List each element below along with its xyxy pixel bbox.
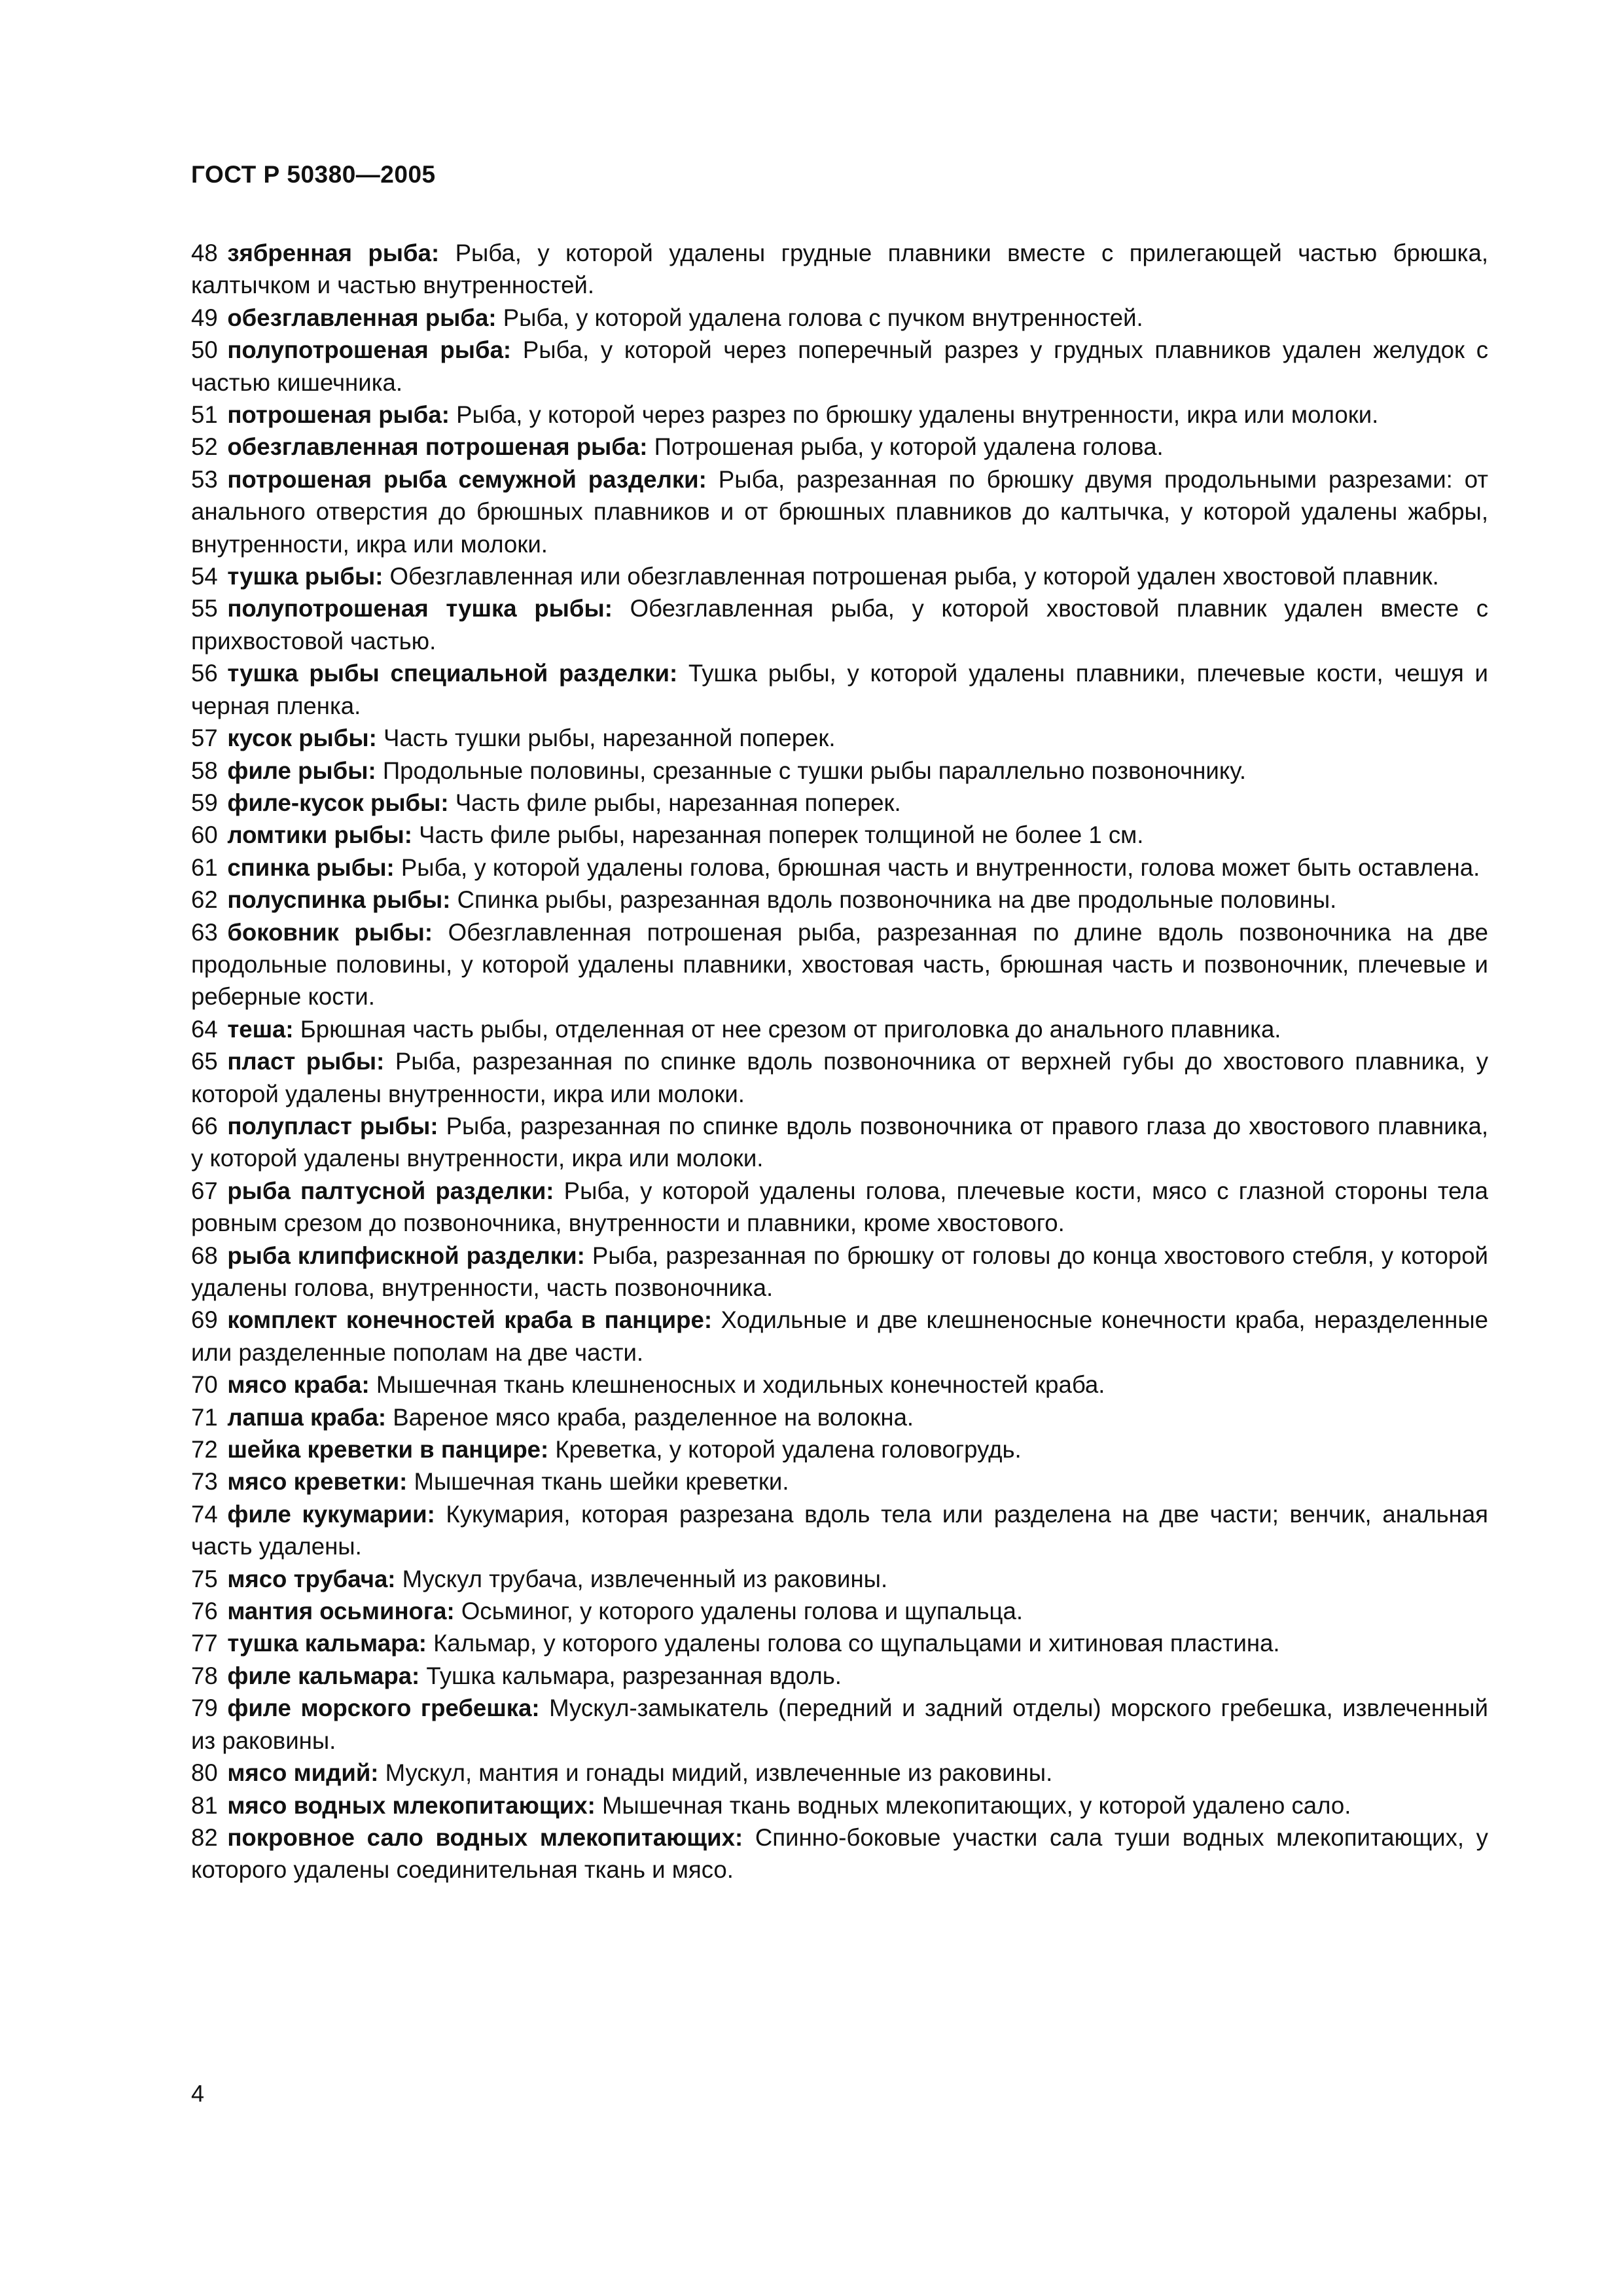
term-entry xyxy=(191,399,1488,431)
term-number: 72 xyxy=(191,1436,218,1463)
term-definition: Кальмар, у которого удалены голова со щупальцами и хитиновая пластина. xyxy=(433,1630,1280,1657)
term-definition: Рыба, у которой удалены голова, брюшная часть и внутренности, голова может быть оставлена. xyxy=(401,853,1480,881)
term-entry xyxy=(191,1465,1488,1498)
term-entry xyxy=(191,916,1488,1013)
term-name: филе кальмара: xyxy=(227,1662,420,1689)
term-entry xyxy=(191,334,1488,399)
term-name: потрошеная рыба: xyxy=(227,401,450,429)
term-number: 79 xyxy=(191,1695,218,1722)
term-definition: Спинно-боковые участки сала туши водных млекопитающих, у которого удалены соединительная ткань и мясо. xyxy=(191,1823,1488,1884)
term-name: мясо креветки: xyxy=(227,1468,408,1496)
term-definition: Рыба, разрезанная по брюшку от головы до конца хвостового стебля, у которой удалены голова, внутренности, часть позвоночника. xyxy=(191,1242,1488,1301)
term-entry xyxy=(191,1757,1488,1789)
term-entry xyxy=(191,1789,1488,1821)
term-definition: Рыба, у которой через поперечный разрез у грудных плавников удален желудок с частью кишечника. xyxy=(191,336,1488,396)
term-name: ломтики рыбы: xyxy=(227,821,412,849)
term-number: 60 xyxy=(191,821,218,849)
term-definition: Тушка кальмара, разрезанная вдоль. xyxy=(426,1662,842,1689)
term-number: 68 xyxy=(191,1242,218,1269)
term-entry xyxy=(191,560,1488,592)
term-number: 48 xyxy=(191,240,218,266)
term-entry xyxy=(191,1175,1488,1240)
term-name: лапша краба: xyxy=(227,1403,387,1431)
term-entry xyxy=(191,1240,1488,1304)
term-number: 54 xyxy=(191,563,218,590)
term-definition: Креветка, у которой удалена головогрудь. xyxy=(555,1436,1022,1463)
term-name: шейка креветки в панцире: xyxy=(227,1436,549,1463)
term-number: 65 xyxy=(191,1048,218,1075)
term-entry xyxy=(191,852,1488,884)
term-definition: Мускул-замыкатель (передний и задний отделы) морского гребешка, извлеченный из раковины. xyxy=(191,1695,1488,1754)
term-definition: Брюшная часть рыбы, отделенная от нее срезом от приголовка до анального плавника. xyxy=(300,1015,1281,1043)
term-entry xyxy=(191,237,1488,302)
term-definition: Мышечная ткань клешненосных и ходильных конечностей краба. xyxy=(376,1371,1105,1399)
term-name: потрошеная рыба семужной разделки: xyxy=(227,465,707,493)
term-number: 81 xyxy=(191,1791,218,1819)
term-definition: Рыба, у которой через разрез по брюшку удалены внутренности, икра или молоки. xyxy=(456,401,1379,429)
term-number: 71 xyxy=(191,1403,218,1431)
term-name: мясо трубача: xyxy=(227,1565,396,1592)
term-number: 63 xyxy=(191,918,218,946)
term-entry xyxy=(191,1110,1488,1175)
term-entry xyxy=(191,1401,1488,1433)
term-definition: Мускул трубача, извлеченный из раковины. xyxy=(402,1565,888,1592)
term-number: 49 xyxy=(191,304,218,331)
term-entry xyxy=(191,1433,1488,1465)
terms-list xyxy=(191,237,1488,1886)
term-entry xyxy=(191,1563,1488,1595)
term-entry xyxy=(191,463,1488,560)
term-name: полупотрошеная тушка рыбы: xyxy=(227,595,613,622)
term-definition: Осьминог, у которого удалены голова и щупальца. xyxy=(461,1598,1023,1625)
term-number: 75 xyxy=(191,1565,218,1592)
term-name: боковник рыбы: xyxy=(227,918,433,946)
term-definition: Рыба, разрезанная по спинке вдоль позвоночника от правого глаза до хвостового плавника, у которой удалены внутренности, икра или молоки. xyxy=(191,1112,1489,1172)
term-definition: Вареное мясо краба, разделенное на волокна. xyxy=(393,1403,914,1431)
term-name: мантия осьминога: xyxy=(227,1598,455,1625)
term-definition: Рыба, разрезанная по спинке вдоль позвоночника от верхней губы до хвостового плавника, у которой удалены внутренности, икра или молоки. xyxy=(191,1048,1488,1107)
term-name: теша: xyxy=(227,1015,294,1043)
term-definition: Мускул, мантия и гонады мидий, извлеченные из раковины. xyxy=(385,1759,1053,1787)
term-definition: Обезглавленная или обезглавленная потрошеная рыба, у которой удален хвостовой плавник. xyxy=(389,563,1439,590)
term-number: 76 xyxy=(191,1598,218,1625)
term-entry xyxy=(191,1045,1488,1110)
term-name: мясо мидий: xyxy=(227,1759,379,1787)
term-definition: Рыба, у которой удалены грудные плавники вместе с прилегающей частью брюшка, калтычком и частью внутренностей. xyxy=(191,240,1488,299)
term-entry xyxy=(191,431,1488,463)
term-name: филе рыбы: xyxy=(227,757,376,784)
term-number: 70 xyxy=(191,1371,218,1399)
term-name: кусок рыбы: xyxy=(227,725,377,752)
term-number: 73 xyxy=(191,1468,218,1496)
term-number: 64 xyxy=(191,1015,218,1043)
term-entry xyxy=(191,1498,1488,1563)
term-definition: Ходильные и две клешненосные конечности краба, неразделенные или разделенные пополам на две части. xyxy=(191,1306,1489,1366)
term-entry xyxy=(191,755,1488,787)
term-definition: Мышечная ткань водных млекопитающих, у которой удалено сало. xyxy=(601,1791,1351,1819)
term-definition: Спинка рыбы, разрезанная вдоль позвоночника на две продольные половины. xyxy=(457,886,1337,914)
term-number: 51 xyxy=(191,401,218,429)
term-entry xyxy=(191,1627,1488,1659)
term-name: тушка рыбы специальной разделки: xyxy=(227,660,678,687)
term-entry xyxy=(191,302,1488,334)
term-entry xyxy=(191,1013,1488,1045)
term-definition: Часть филе рыбы, нарезанная поперек. xyxy=(455,789,901,816)
term-number: 74 xyxy=(191,1500,218,1528)
term-number: 50 xyxy=(191,336,218,364)
term-name: тушка кальмара: xyxy=(227,1630,427,1657)
term-definition: Рыба, у которой удалена голова с пучком внутренностей. xyxy=(503,304,1143,331)
term-entry xyxy=(191,819,1488,851)
term-entry xyxy=(191,1692,1488,1757)
term-name: тушка рыбы: xyxy=(227,563,383,590)
term-number: 61 xyxy=(191,853,218,881)
term-name: комплект конечностей краба в панцире: xyxy=(227,1306,713,1334)
term-definition: Обезглавленная потрошеная рыба, разрезанная по длине вдоль позвоночника на две продольные половины, у которой удалены плавники, хвостовая часть, брюшная часть и позвоночник, плечевые и реберные кости. xyxy=(191,918,1488,1011)
term-definition: Часть филе рыбы, нарезанная поперек толщиной не более 1 см. xyxy=(419,821,1144,849)
term-name: мясо краба: xyxy=(227,1371,370,1399)
term-definition: Потрошеная рыба, у которой удалена голова. xyxy=(654,433,1164,461)
term-entry xyxy=(191,1660,1488,1692)
term-number: 53 xyxy=(191,465,218,493)
term-entry xyxy=(191,1369,1488,1401)
term-number: 77 xyxy=(191,1630,218,1657)
term-name: спинка рыбы: xyxy=(227,853,395,881)
term-number: 80 xyxy=(191,1759,218,1787)
term-definition: Кукумария, которая разрезана вдоль тела или разделена на две части; венчик, анальная часть удалены. xyxy=(191,1500,1488,1560)
term-definition: Обезглавленная рыба, у которой хвостовой плавник удален вместе с прихвостовой частью. xyxy=(191,595,1488,655)
term-name: покровное сало водных млекопитающих: xyxy=(227,1823,743,1851)
term-number: 55 xyxy=(191,595,218,622)
term-definition: Продольные половины, срезанные с тушки рыбы параллельно позвоночнику. xyxy=(382,757,1247,784)
term-number: 66 xyxy=(191,1112,218,1139)
term-name: филе кукумарии: xyxy=(227,1500,435,1528)
term-name: рыба палтусной разделки: xyxy=(227,1177,554,1204)
term-entry xyxy=(191,657,1488,722)
page-number: 4 xyxy=(191,2080,205,2107)
term-name: филе-кусок рыбы: xyxy=(227,789,449,816)
term-entry xyxy=(191,722,1488,754)
term-name: полуспинка рыбы: xyxy=(227,886,451,914)
term-definition: Мышечная ткань шейки креветки. xyxy=(414,1468,789,1496)
term-definition: Часть тушки рыбы, нарезанной поперек. xyxy=(383,725,836,752)
term-entry xyxy=(191,884,1488,916)
term-name: зябренная рыба: xyxy=(227,240,440,266)
document-header: ГОСТ Р 50380—2005 xyxy=(191,161,436,188)
term-name: обезглавленная потрошеная рыба: xyxy=(227,433,648,461)
term-number: 67 xyxy=(191,1177,218,1204)
term-name: филе морского гребешка: xyxy=(227,1695,540,1722)
term-entry xyxy=(191,1595,1488,1627)
term-name: рыба клипфискной разделки: xyxy=(227,1242,585,1269)
term-name: полупласт рыбы: xyxy=(227,1112,438,1139)
term-entry xyxy=(191,1304,1488,1369)
term-number: 57 xyxy=(191,725,218,752)
term-name: мясо водных млекопитающих: xyxy=(227,1791,596,1819)
term-entry xyxy=(191,592,1488,657)
term-name: полупотрошеная рыба: xyxy=(227,336,512,364)
term-number: 58 xyxy=(191,757,218,784)
term-number: 56 xyxy=(191,660,218,687)
term-number: 82 xyxy=(191,1823,218,1851)
term-number: 78 xyxy=(191,1662,218,1689)
term-entry xyxy=(191,1821,1488,1886)
term-number: 69 xyxy=(191,1306,218,1334)
term-number: 59 xyxy=(191,789,218,816)
term-definition: Рыба, разрезанная по брюшку двумя продольными разрезами: от анального отверстия до брюшных плавников и от брюшных плавников до калтычка, у которой удалены жабры, внутренности, икра или молоки. xyxy=(191,465,1488,558)
term-definition: Рыба, у которой удалены голова, плечевые кости, мясо с глазной стороны тела ровным срезом до позвоночника, внутренности и плавники, кроме хвостового. xyxy=(191,1177,1488,1237)
term-name: пласт рыбы: xyxy=(227,1048,385,1075)
term-definition: Тушка рыбы, у которой удалены плавники, плечевые кости, чешуя и черная пленка. xyxy=(191,660,1488,719)
term-number: 62 xyxy=(191,886,218,914)
term-entry xyxy=(191,787,1488,819)
term-number: 52 xyxy=(191,433,218,461)
term-name: обезглавленная рыба: xyxy=(227,304,497,331)
